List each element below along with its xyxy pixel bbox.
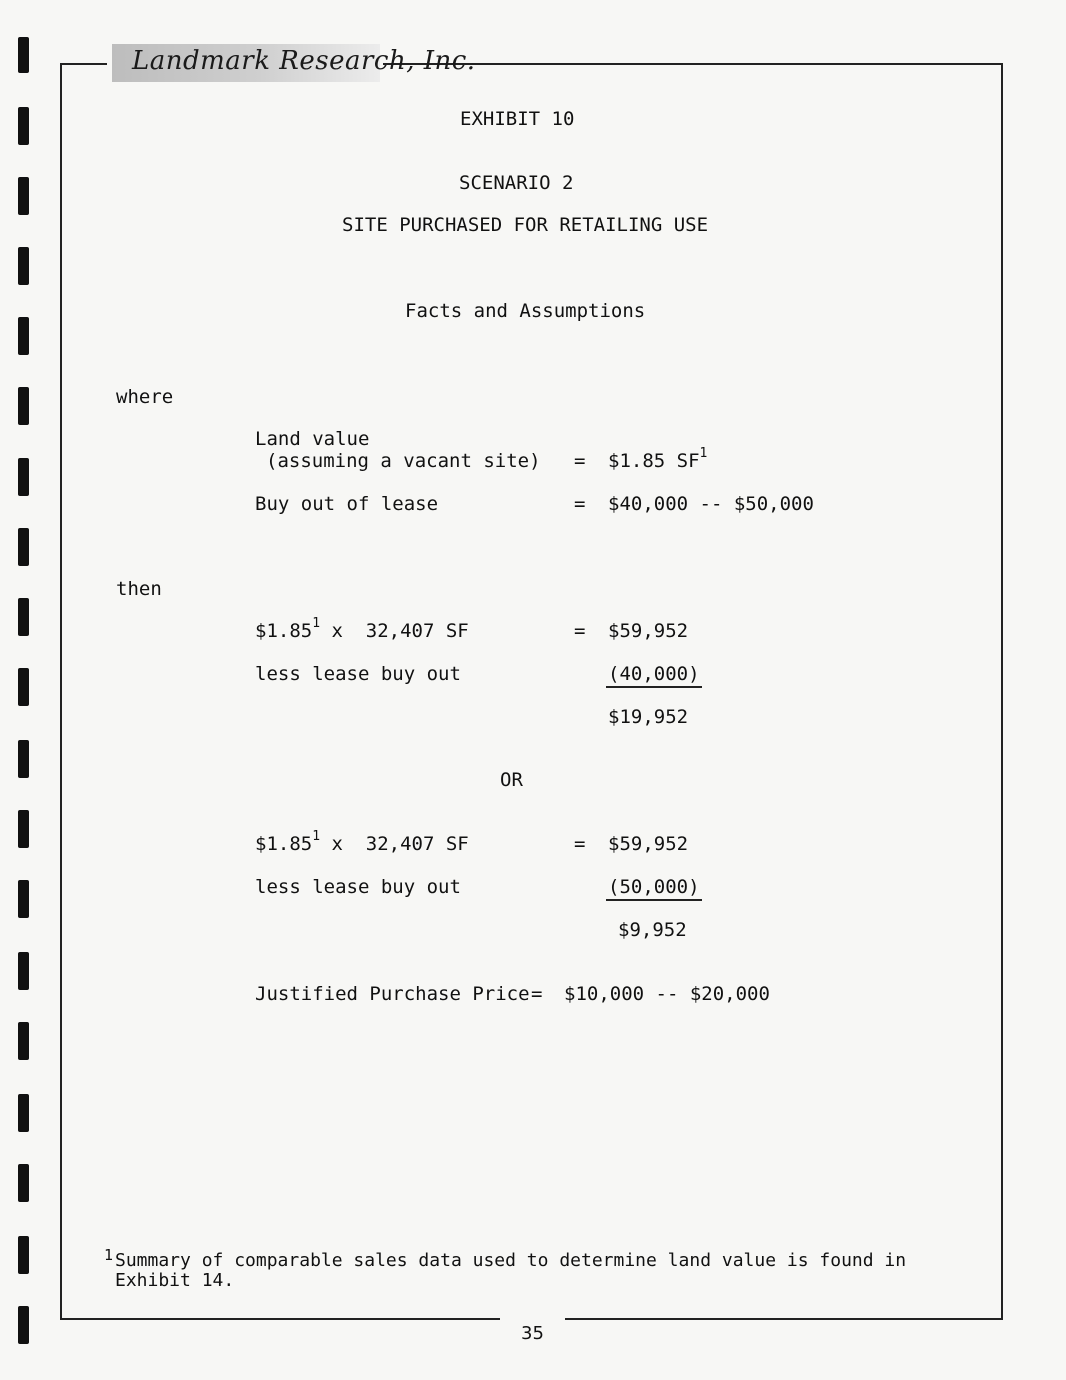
calc1-expression: $1.85$^1$ x 32,407 SF (255, 615, 469, 642)
footnote-ref: 1 (699, 445, 708, 461)
scenario-subtitle: SITE PURCHASED FOR RETAILING USE (342, 214, 709, 236)
binding-hole (18, 740, 29, 778)
calc2-result: $59,952 (608, 833, 689, 855)
or-separator: OR (500, 769, 523, 791)
binding-hole (18, 317, 29, 355)
binding-hole (18, 177, 29, 215)
binding-hole (18, 952, 29, 990)
binding-hole (18, 387, 29, 425)
binding-hole (18, 1236, 29, 1274)
footnote-ref: 1 (312, 828, 321, 844)
binding-hole (18, 1022, 29, 1060)
binding-hole (18, 37, 29, 73)
land-value-label: Land value (255, 428, 370, 450)
frame-border-top-right (383, 63, 1003, 65)
binding-hole (18, 1094, 29, 1132)
binding-hole (18, 668, 29, 706)
footnote-line2: Exhibit 14. (115, 1270, 235, 1291)
logo-text: Landmark Research, Inc. (132, 46, 476, 76)
frame-border-left (60, 63, 62, 1320)
calc1-result: $59,952 (608, 620, 689, 642)
frame-border-bottom-right (565, 1318, 1003, 1320)
frame-border-bottom-left (60, 1318, 500, 1320)
footnote-marker: 1 (104, 1246, 114, 1264)
frame-border-top-left (60, 63, 107, 65)
binding-hole (18, 528, 29, 566)
binding-hole (18, 107, 29, 145)
land-value-amount: $1.85 $SF^1$ (608, 445, 708, 472)
binding-hole (18, 1164, 29, 1202)
company-logo (112, 44, 476, 82)
binding-hole (18, 880, 29, 918)
footnote-line1: Summary of comparable sales data used to determine land value is found in (115, 1250, 907, 1271)
calc1-less-label: less lease buy out (255, 663, 461, 685)
buyout-equals: = (574, 493, 586, 515)
buyout-label: Buy out of lease (255, 493, 439, 515)
calc1-net: $19,952 (608, 706, 689, 728)
calc2-net: $9,952 (618, 919, 687, 941)
exhibit-title: EXHIBIT 10 (460, 108, 575, 130)
calc2-less-amount: (50,000) (606, 876, 702, 901)
frame-border-right (1001, 63, 1003, 1320)
binding-hole (18, 247, 29, 285)
scenario-title: SCENARIO 2 (459, 172, 574, 194)
binding-hole (18, 458, 29, 496)
calc2-less-label: less lease buy out (255, 876, 461, 898)
section-title: Facts and Assumptions (405, 300, 646, 322)
calc1-equals: = (574, 620, 586, 642)
calc2-expression: $1.85$^1$ x 32,407 SF (255, 828, 469, 855)
justified-price-label: Justified Purchase Price (255, 983, 530, 1005)
land-value-qualifier: (assuming a vacant site) (266, 450, 541, 472)
binding-hole (18, 810, 29, 848)
calc1-less-amount: (40,000) (606, 663, 702, 688)
where-label: where (116, 386, 174, 408)
justified-price-amount: $10,000 -- $20,000 (564, 983, 770, 1005)
land-value-equals: = (574, 450, 586, 472)
footnote-ref: 1 (312, 615, 321, 631)
binding-hole (18, 598, 29, 636)
then-label: then (116, 578, 162, 600)
justified-price-equals: = (531, 983, 543, 1005)
binding-hole (18, 1306, 29, 1344)
buyout-amount: $40,000 -- $50,000 (608, 493, 814, 515)
calc2-equals: = (574, 833, 586, 855)
page-number: 35 (521, 1323, 544, 1344)
